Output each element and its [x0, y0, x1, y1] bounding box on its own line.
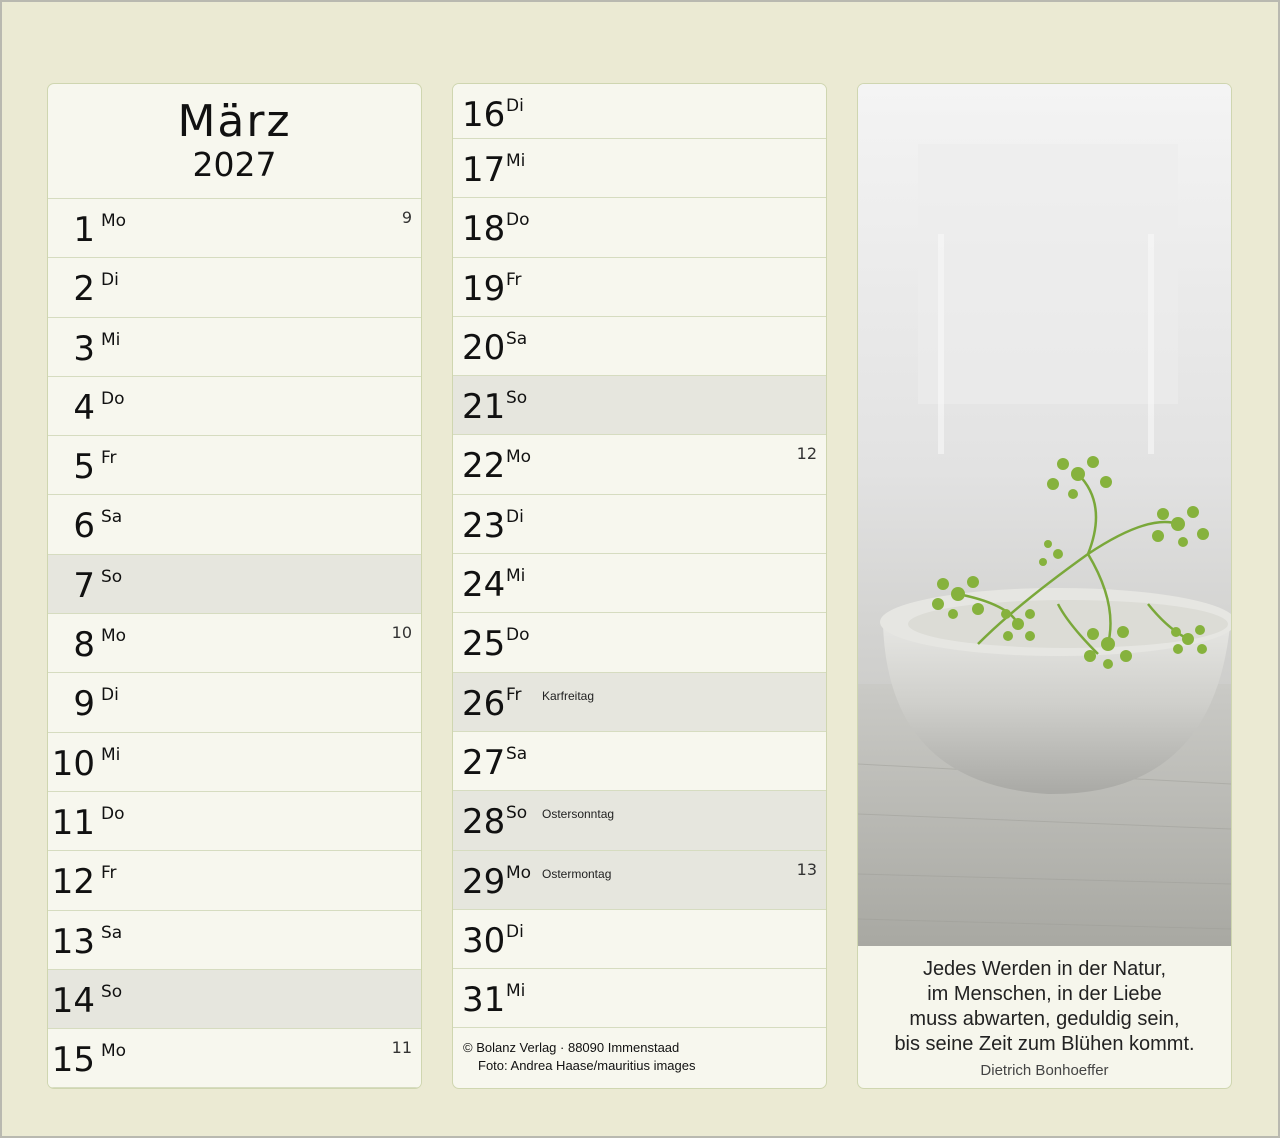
weekday-label: Sa — [101, 507, 123, 528]
holiday-label: Karfreitag — [542, 688, 595, 703]
weekday-label: So — [101, 981, 123, 1002]
day-number: 21 — [462, 387, 506, 428]
day-number: 31 — [462, 980, 506, 1021]
day-number: 11 — [51, 802, 95, 843]
day-row — [453, 791, 826, 850]
weekday-label: Mo — [101, 626, 127, 647]
imprint — [463, 1039, 696, 1075]
weekday-label: Mi — [101, 744, 121, 765]
weekday-label: Fr — [101, 448, 117, 469]
weekday-label: Do — [506, 625, 530, 646]
day-number: 22 — [462, 446, 506, 487]
day-number: 9 — [73, 684, 95, 725]
year-title: 2027 — [192, 145, 277, 184]
month-title: März — [177, 96, 292, 147]
quote-line: muss abwarten, geduldig sein, — [909, 1008, 1180, 1030]
day-row — [453, 732, 826, 791]
day-row — [48, 733, 421, 792]
calendar-column-left — [47, 83, 422, 1089]
holiday-label: Ostermontag — [542, 866, 612, 881]
weekday-label: So — [101, 566, 123, 587]
day-number: 7 — [73, 565, 95, 606]
weekday-label: Do — [101, 388, 125, 409]
day-number: 24 — [462, 565, 506, 606]
day-row — [453, 969, 826, 1028]
week-number: 9 — [401, 208, 412, 227]
day-number: 12 — [51, 862, 95, 903]
day-number: 23 — [462, 505, 506, 546]
weekday-label: Do — [506, 210, 530, 231]
weekday-label: Di — [506, 96, 524, 116]
weekday-label: Mo — [101, 211, 127, 231]
weekday-label: So — [506, 803, 528, 824]
day-number: 6 — [73, 506, 95, 547]
weekday-label: Fr — [101, 863, 117, 884]
day-row — [453, 376, 826, 435]
day-row — [453, 673, 826, 732]
weekday-label: Fr — [506, 684, 522, 705]
day-list-left — [48, 199, 421, 1088]
photo-illustration — [858, 84, 1231, 946]
day-row — [453, 435, 826, 494]
day-number: 13 — [51, 921, 95, 962]
weekday-label: Di — [101, 270, 119, 291]
week-number: 13 — [796, 859, 817, 879]
weekday-label: Mi — [101, 329, 121, 350]
day-row — [48, 318, 421, 377]
day-number: 15 — [51, 1040, 95, 1081]
day-row — [453, 851, 826, 910]
holiday-label: Ostersonntag — [542, 807, 615, 822]
weekday-label: Mo — [101, 1041, 127, 1062]
day-row — [453, 554, 826, 613]
day-row — [48, 199, 421, 258]
weekday-label: Sa — [506, 328, 528, 349]
weekday-label: Mi — [506, 151, 526, 171]
day-row — [48, 377, 421, 436]
day-row — [48, 614, 421, 673]
weekday-label: Mi — [506, 981, 526, 1002]
quote-block — [858, 946, 1231, 1088]
photo-credit: Foto: Andrea Haase/mauritius images — [478, 1058, 696, 1073]
day-row — [48, 436, 421, 495]
day-number: 29 — [462, 861, 506, 902]
calendar-header — [48, 84, 421, 199]
weekday-label: Mi — [506, 566, 526, 587]
day-row — [453, 613, 826, 672]
weekday-label: Sa — [101, 922, 123, 943]
day-number: 18 — [462, 209, 506, 250]
weekday-label: Di — [506, 506, 524, 527]
weekday-label: Mo — [506, 447, 532, 468]
week-number: 12 — [796, 444, 817, 464]
day-number: 3 — [73, 328, 95, 369]
day-number: 5 — [73, 447, 95, 488]
day-row — [48, 911, 421, 970]
day-row — [48, 258, 421, 317]
day-number: 17 — [462, 150, 506, 190]
day-row — [453, 495, 826, 554]
quote-line: im Menschen, in der Liebe — [927, 983, 1162, 1005]
day-row — [48, 792, 421, 851]
day-row — [48, 851, 421, 910]
day-number: 26 — [462, 683, 506, 724]
weekday-label: Di — [506, 921, 524, 942]
day-number: 14 — [51, 980, 95, 1021]
day-row — [453, 198, 826, 257]
quote-author: Dietrich Bonhoeffer — [980, 1062, 1109, 1079]
day-number: 30 — [462, 920, 506, 961]
day-row — [48, 673, 421, 732]
day-row — [453, 84, 826, 139]
day-row — [48, 970, 421, 1029]
weekday-label: Di — [101, 685, 119, 706]
day-row — [453, 139, 826, 198]
day-row — [48, 1029, 421, 1088]
day-number: 8 — [73, 625, 95, 666]
day-number: 20 — [462, 327, 506, 368]
calendar-column-middle — [452, 83, 827, 1089]
photo-column — [857, 83, 1232, 1089]
day-number: 1 — [73, 210, 95, 250]
weekday-label: So — [506, 388, 528, 409]
day-number: 19 — [462, 268, 506, 309]
day-row — [48, 495, 421, 554]
weekday-label: Sa — [506, 743, 528, 764]
day-number: 16 — [462, 95, 506, 135]
publisher-text: © Bolanz Verlag · 88090 Immenstaad — [463, 1040, 680, 1055]
day-number: 4 — [73, 387, 95, 428]
day-list-middle — [453, 84, 826, 1028]
day-number: 25 — [462, 624, 506, 665]
day-row — [48, 555, 421, 614]
week-number: 10 — [391, 623, 412, 643]
week-number: 11 — [391, 1038, 412, 1058]
day-row — [453, 910, 826, 969]
day-number: 27 — [462, 742, 506, 783]
day-number: 10 — [51, 743, 95, 784]
day-row — [453, 258, 826, 317]
day-number: 28 — [462, 802, 506, 843]
bowl-with-green-flowers-photo — [858, 84, 1231, 946]
day-number: 2 — [73, 269, 95, 310]
weekday-label: Mo — [506, 862, 532, 883]
weekday-label: Fr — [506, 269, 522, 290]
quote-line: Jedes Werden in der Natur, — [922, 958, 1167, 980]
quote-line: bis seine Zeit zum Blühen kommt. — [894, 1033, 1195, 1055]
weekday-label: Do — [101, 803, 125, 824]
day-row — [453, 317, 826, 376]
